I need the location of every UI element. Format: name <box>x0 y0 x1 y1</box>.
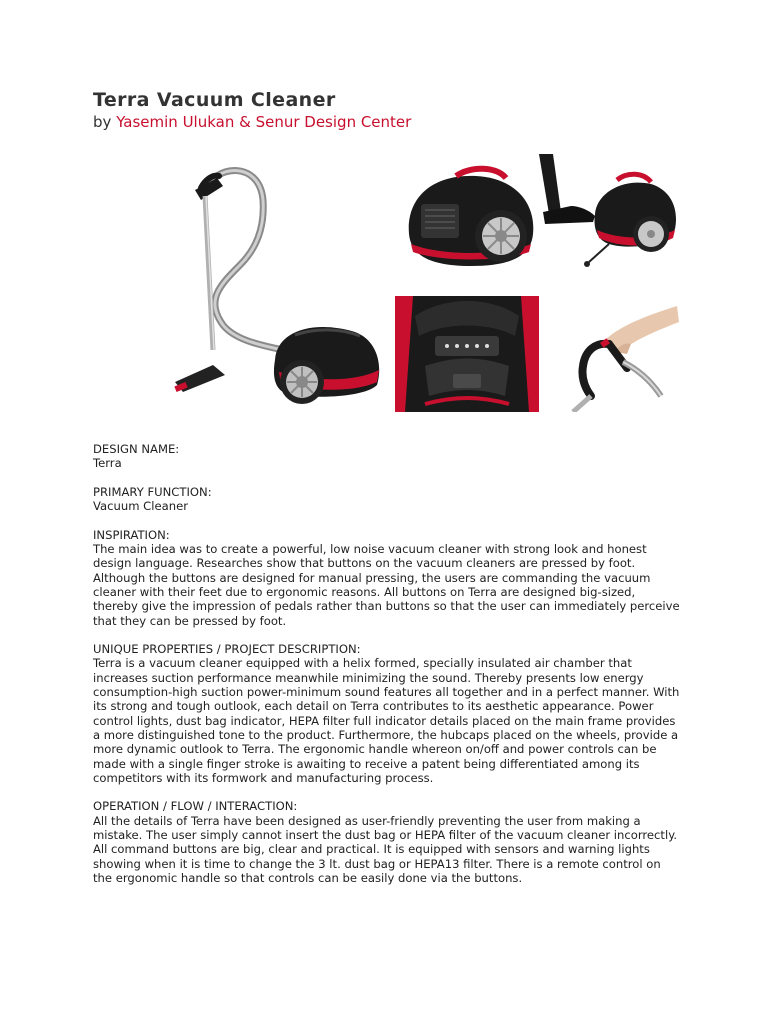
section-label: UNIQUE PROPERTIES / PROJECT DESCRIPTION: <box>93 642 361 657</box>
section-text: All the details of Terra have been designed as user-friendly preventing the user from making a mistake. The user simply cannot insert the dust bag or HEPA filter of the vacuum cleaner incorrectly. All command buttons are big, clear and practical. It is equipped with sensors and warning lights showing when it is time to change the 3 lt. dust bag or HEPA13 filter. There is a remote control on the ergonomic handle so that controls can be easily done via the buttons. <box>93 813 678 885</box>
photo-control-panel <box>395 296 539 412</box>
section-text: The main idea was to create a powerful, low noise vacuum cleaner with strong look and honest design language. Researches show that buttons on the vacuum cleaners are pressed by foot. Although the buttons are designed for manual pressing, the users are commanding the vacuum cleaner with their feet due to ergonomic reasons. All buttons on Terra are designed big-sized, thereby give the impression of pedals rather than buttons so that the user can immediately perceive that they can be pressed by foot. <box>93 542 680 628</box>
photo-handle-grip <box>565 296 679 412</box>
product-photos <box>93 152 683 414</box>
photo-full-vacuum <box>165 160 387 410</box>
section-label: DESIGN NAME: <box>93 442 180 456</box>
section-design-name <box>93 442 683 471</box>
page-title: Terra Vacuum Cleaner <box>93 89 336 111</box>
photo-foot-press <box>539 154 679 272</box>
photo-rear-view <box>401 164 539 272</box>
section-label: OPERATION / FLOW / INTERACTION: <box>93 799 298 814</box>
section-operation <box>93 799 683 885</box>
section-unique-properties <box>93 642 683 785</box>
section-text: Terra is a vacuum cleaner equipped with a helix formed, specially insulated air chamber that increases suction performance meanwhile minimizing the sound. Thereby presents low energy consumption-high suction power-minimum sound features all together and in a perfect manner. With its strong and tough outlook, each detail on Terra contributes to its aesthetic appearance. Power control lights, dust bag indicator, HEPA filter full indicator details placed on the main frame provides a more distinguished tone to the product. Furthermore, the hubcaps placed on the wheels, provide a more dynamic outlook to Terra. The ergonomic handle whereon on/off and power controls can be made with a single finger stroke is awaiting to receive a patent being differentiated among its competitors with its formwork and manufacturing process. <box>93 656 680 785</box>
description-sections <box>93 442 683 900</box>
section-primary-function <box>93 485 683 514</box>
author-name: Yasemin Ulukan & Senur Design Center <box>116 113 412 131</box>
header <box>93 88 683 132</box>
byline <box>93 112 683 132</box>
section-label: INSPIRATION: <box>93 527 170 542</box>
section-text: Vacuum Cleaner <box>93 499 188 514</box>
section-label: PRIMARY FUNCTION: <box>93 484 212 499</box>
section-inspiration <box>93 528 683 628</box>
byline-prefix: by <box>93 113 112 131</box>
section-text: Terra <box>93 456 122 471</box>
